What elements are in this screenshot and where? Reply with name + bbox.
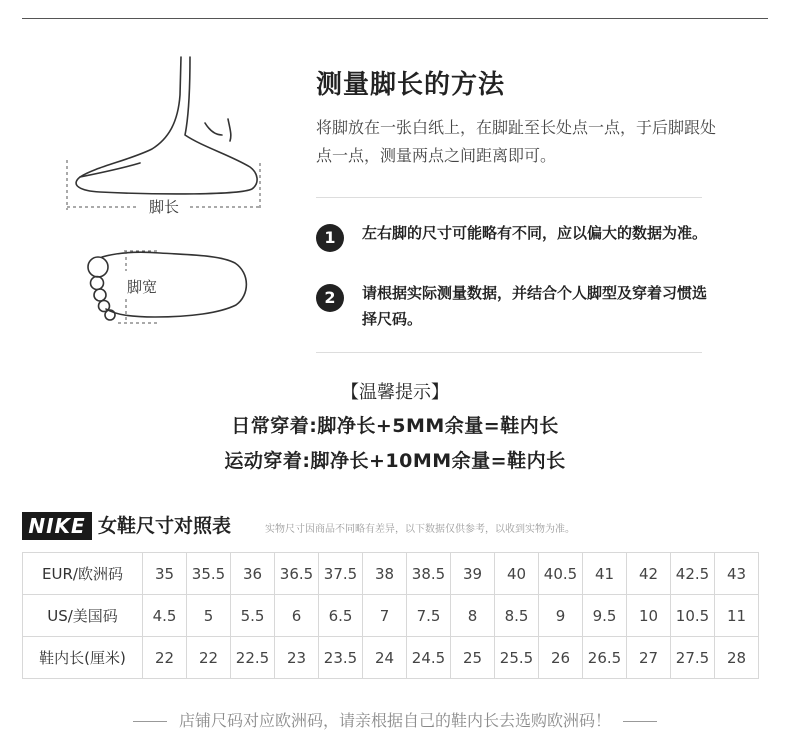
step-text: 请根据实际测量数据，并结合个人脚型及穿着习惯选择尺码。: [362, 284, 708, 328]
table-cell: 6.5: [319, 595, 363, 637]
table-cell: 42.5: [671, 553, 715, 595]
table-cell: 39: [451, 553, 495, 595]
foot-arch-mark: [228, 119, 231, 141]
table-cell: 41: [583, 553, 627, 595]
table-cell: 23.5: [319, 637, 363, 679]
row-header: EUR/欧洲码: [23, 553, 143, 595]
table-cell: 4.5: [143, 595, 187, 637]
divider: [316, 197, 702, 198]
table-cell: 35.5: [187, 553, 231, 595]
table-cell: 25.5: [495, 637, 539, 679]
foot-measure-illustration: [40, 55, 280, 345]
foot-top-outline: [102, 252, 246, 317]
top-divider: [22, 18, 768, 19]
toe-3: [94, 289, 106, 301]
table-row: [23, 595, 759, 637]
tips-sport: 运动穿着:脚净长+10MM余量=鞋内长: [224, 450, 566, 472]
table-cell: 25: [451, 637, 495, 679]
table-row: [23, 637, 759, 679]
table-cell: 7.5: [407, 595, 451, 637]
toe-2: [91, 277, 104, 290]
footer-note: [0, 708, 790, 731]
table-cell: 40: [495, 553, 539, 595]
table-cell: 23: [275, 637, 319, 679]
footer-dash-left: [133, 721, 167, 722]
table-cell: 10: [627, 595, 671, 637]
table-cell: 10.5: [671, 595, 715, 637]
size-chart-table: [22, 552, 759, 679]
table-cell: 9.5: [583, 595, 627, 637]
size-chart-title: 女鞋尺寸对照表: [98, 515, 232, 537]
table-cell: 24.5: [407, 637, 451, 679]
measure-intro: 将脚放在一张白纸上，在脚趾至长处点一点，于后脚跟处点一点，测量两点之间距离即可。: [316, 118, 717, 165]
table-cell: 11: [715, 595, 759, 637]
tips-title: 【温馨提示】: [341, 382, 449, 403]
table-cell: 22.5: [231, 637, 275, 679]
table-cell: 24: [363, 637, 407, 679]
table-cell: 28: [715, 637, 759, 679]
table-cell: 27.5: [671, 637, 715, 679]
tips-daily: 日常穿着:脚净长+5MM余量=鞋内长: [231, 415, 559, 437]
footer-text: 店铺尺码对应欧洲码，请亲根据自己的鞋内长去选购欧洲码！: [178, 711, 611, 730]
table-cell: 36.5: [275, 553, 319, 595]
footer-dash-right: [623, 721, 657, 722]
divider: [316, 352, 702, 353]
table-cell: 38: [363, 553, 407, 595]
table-cell: 26: [539, 637, 583, 679]
row-header: US/美国码: [23, 595, 143, 637]
table-cell: 27: [627, 637, 671, 679]
table-cell: 26.5: [583, 637, 627, 679]
table-cell: 22: [187, 637, 231, 679]
step-number-badge: 2: [316, 284, 344, 312]
step-text: 左右脚的尺寸可能略有不同，应以偏大的数据为准。: [362, 224, 708, 242]
foot-length-label: 脚长: [148, 198, 180, 216]
table-cell: 8: [451, 595, 495, 637]
table-cell: 7: [363, 595, 407, 637]
step-number-badge: 1: [316, 224, 344, 252]
foot-width-label: 脚宽: [126, 278, 158, 296]
table-cell: 6: [275, 595, 319, 637]
measure-title: 测量脚长的方法: [316, 70, 506, 100]
row-header: 鞋内长(厘米): [23, 637, 143, 679]
toe-big: [88, 257, 108, 277]
table-cell: 40.5: [539, 553, 583, 595]
size-chart-note: 实物尺寸因商品不同略有差异，以下数据仅供参考，以收到实物为准。: [265, 524, 575, 535]
table-cell: 9: [539, 595, 583, 637]
table-cell: 5: [187, 595, 231, 637]
table-cell: 43: [715, 553, 759, 595]
table-cell: 8.5: [495, 595, 539, 637]
table-cell: 22: [143, 637, 187, 679]
table-cell: 5.5: [231, 595, 275, 637]
table-cell: 37.5: [319, 553, 363, 595]
table-cell: 36: [231, 553, 275, 595]
foot-ankle-mark: [205, 123, 222, 135]
table-cell: 38.5: [407, 553, 451, 595]
table-cell: 42: [627, 553, 671, 595]
table-cell: 35: [143, 553, 187, 595]
table-row: [23, 553, 759, 595]
brand-badge: NIKE: [22, 512, 92, 540]
